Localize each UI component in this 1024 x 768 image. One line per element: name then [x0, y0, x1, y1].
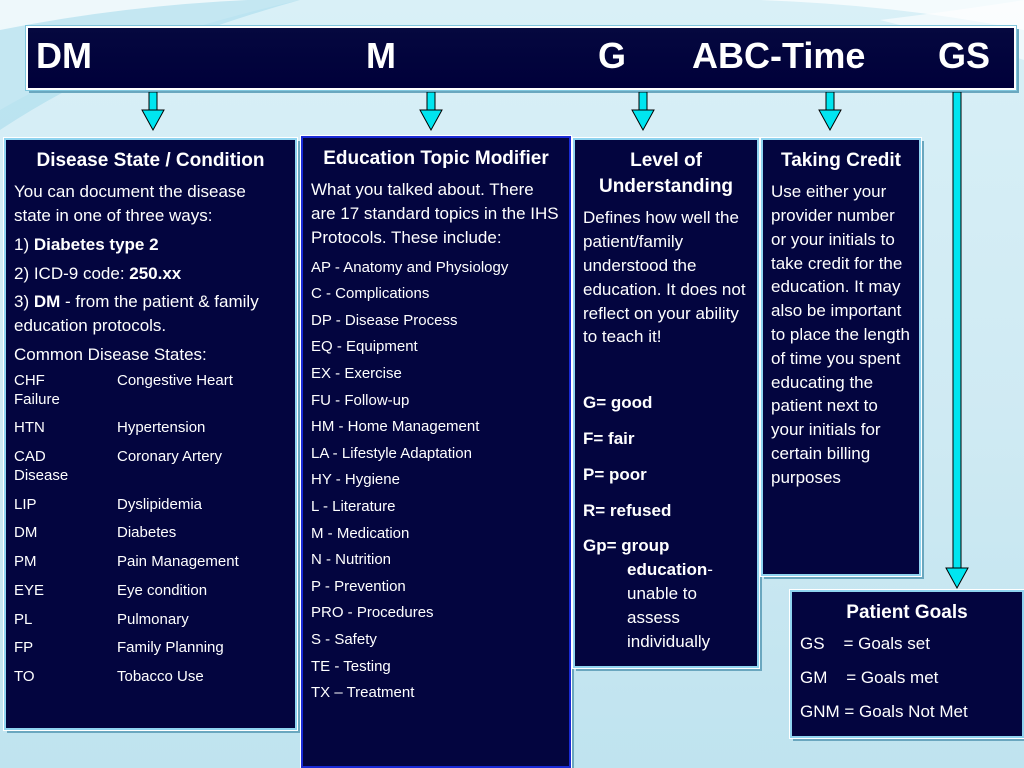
- list-item: EX - Exercise: [311, 364, 402, 382]
- list-item: TX – Treatment: [311, 684, 415, 702]
- list-item: HTN Hypertension: [14, 419, 206, 437]
- list-item: HY - Hygiene: [311, 471, 400, 489]
- list-item: L - Literature: [311, 497, 396, 515]
- disease-intro: You can document the disease state in one of three ways:: [14, 182, 246, 226]
- list-item: LIP Dyslipidemia: [14, 495, 203, 513]
- list-item: PM Pain Management: [14, 553, 239, 571]
- title-gs: GS: [938, 35, 991, 76]
- disease-way-2: 2) ICD-9 code: 250.xx: [14, 263, 182, 283]
- disease-state-box: [4, 138, 297, 730]
- goal-item: GM = Goals met: [800, 668, 939, 688]
- common-states-label: Common Disease States:: [14, 345, 207, 364]
- arrow-down-long-icon: [944, 92, 970, 592]
- credit-body: Use either your provider number or your initials to take credit for the education. It may also be important to place the length of time you spent educating the patient next to your initials for certain billing purposes: [771, 182, 910, 487]
- disease-way-3: 3) DM - from the patient & family education protocols.: [14, 292, 259, 336]
- title-bar: [26, 26, 1016, 90]
- goal-item: GNM = Goals Not Met: [800, 701, 968, 721]
- list-item: N - Nutrition: [311, 551, 392, 569]
- arrow-down-icon: [630, 92, 656, 132]
- list-item: DP - Disease Process: [311, 311, 458, 329]
- disease-heading: Disease State / Condition: [36, 150, 265, 171]
- patient-goals-box: [790, 590, 1024, 738]
- title-dm: DM: [36, 35, 92, 76]
- level-heading: Level of Understanding: [598, 150, 734, 198]
- disease-way-1: 1) Diabetes type 2: [14, 234, 159, 254]
- goals-heading: Patient Goals: [846, 602, 968, 623]
- education-topics-list: [311, 255, 561, 707]
- list-item: DM Diabetes: [14, 524, 177, 542]
- list-item: TE - Testing: [311, 657, 391, 675]
- taking-credit-box: [761, 138, 921, 576]
- credit-heading: Taking Credit: [781, 150, 901, 171]
- level-code-fair: F= fair: [583, 429, 635, 449]
- list-item: PRO - Procedures: [311, 604, 434, 622]
- list-item: FU - Follow-up: [311, 391, 410, 409]
- education-topic-box: [301, 136, 571, 768]
- title-m: M: [366, 35, 396, 76]
- list-item: EYE Eye condition: [14, 581, 208, 599]
- disease-states-list: [14, 372, 287, 687]
- list-item: CHF Congestive Heart Failure: [14, 371, 233, 408]
- education-intro: What you talked about. There are 17 standard topics in the IHS Protocols. These include:: [311, 180, 559, 247]
- level-code-good: G= good: [583, 393, 653, 413]
- level-code-poor: P= poor: [583, 464, 647, 484]
- level-code-group: Gp= group education- unable to assess individually: [583, 536, 713, 651]
- list-item: M - Medication: [311, 524, 410, 542]
- list-item: S - Safety: [311, 630, 377, 648]
- arrow-down-icon: [817, 92, 843, 132]
- list-item: AP - Anatomy and Physiology: [311, 258, 509, 276]
- title-abc-time: ABC-Time: [692, 35, 866, 76]
- level-code-refused: R= refused: [583, 500, 672, 520]
- goal-item: GS = Goals set: [800, 634, 930, 654]
- list-item: CAD Coronary Artery Disease: [14, 448, 223, 484]
- education-heading: Education Topic Modifier: [323, 148, 549, 169]
- arrow-down-icon: [140, 92, 166, 132]
- level-intro: Defines how well the patient/family understood the education. It does not reflect on your ability to teach it!: [583, 208, 746, 347]
- list-item: HM - Home Management: [311, 418, 480, 436]
- list-item: C - Complications: [311, 285, 430, 303]
- list-item: FP Family Planning: [14, 639, 224, 657]
- list-item: P - Prevention: [311, 577, 406, 595]
- title-g: G: [598, 35, 627, 76]
- list-item: LA - Lifestyle Adaptation: [311, 444, 472, 462]
- list-item: PL Pulmonary: [14, 610, 189, 628]
- arrow-down-icon: [418, 92, 444, 132]
- level-of-understanding-box: [573, 138, 759, 668]
- list-item: EQ - Equipment: [311, 338, 418, 356]
- list-item: TO Tobacco Use: [14, 668, 204, 686]
